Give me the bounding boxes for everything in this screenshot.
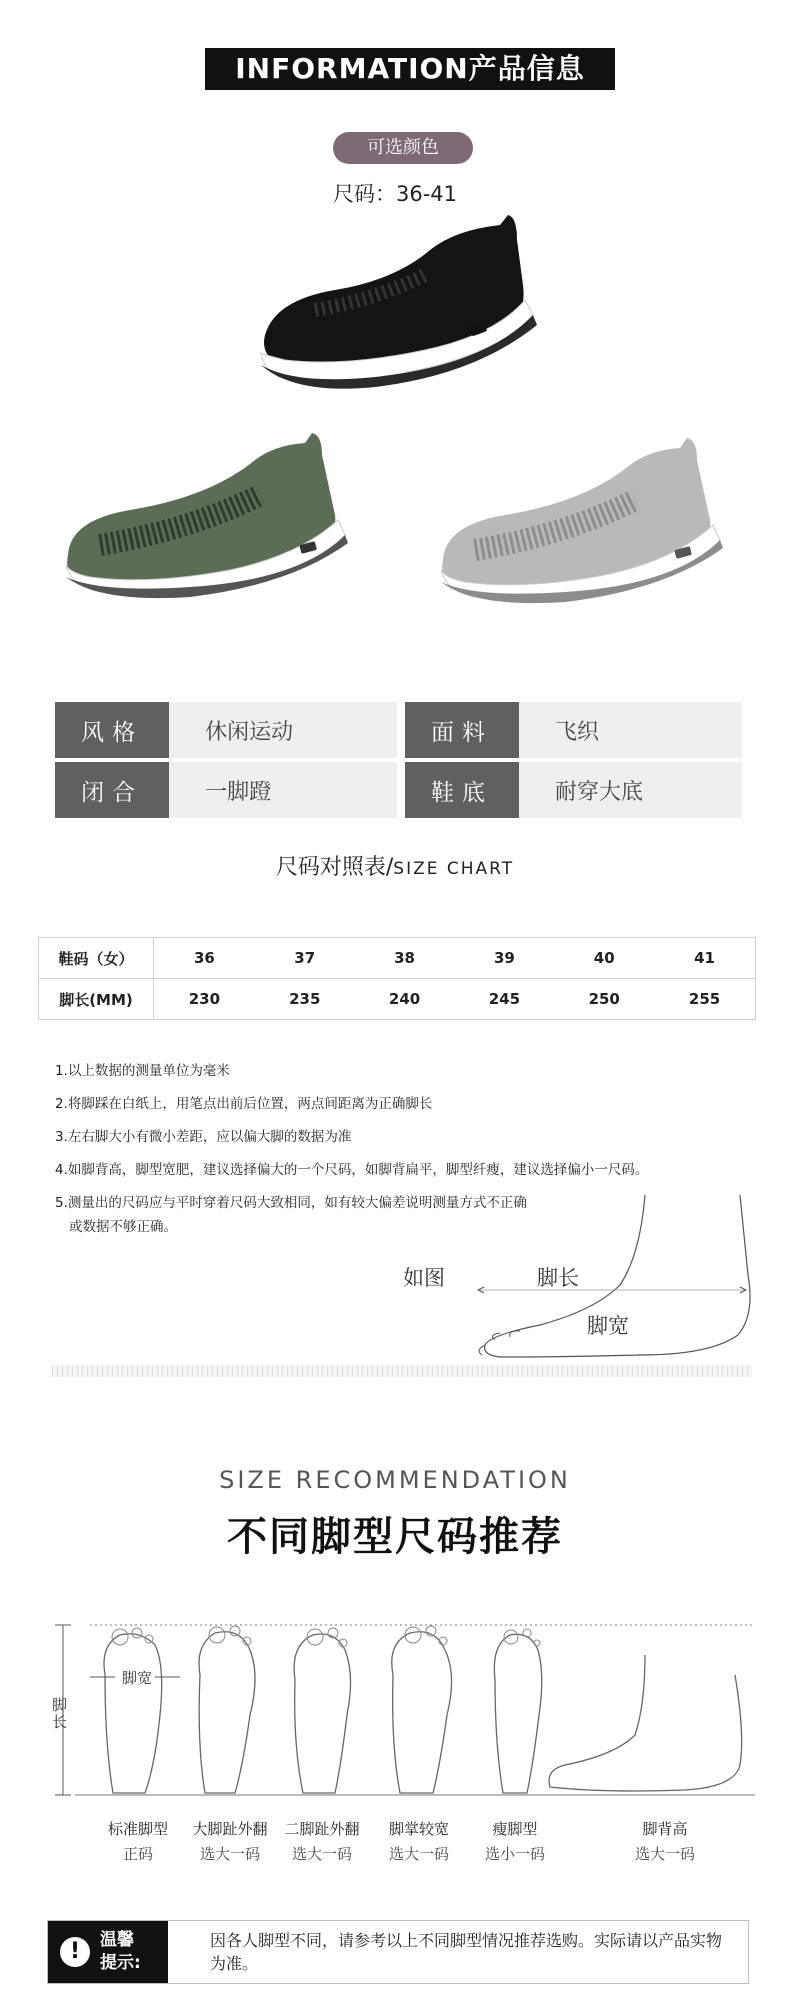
spec-table xyxy=(55,702,742,822)
foot-width-label: 脚宽 xyxy=(587,1314,629,1338)
table-cell: 250 xyxy=(554,979,654,1020)
foot-type-advice: 正码 xyxy=(122,1845,153,1863)
spec-key: 风格 xyxy=(55,702,169,758)
foot-type-advice: 选大一码 xyxy=(291,1845,352,1863)
foot-type-name: 标准脚型 xyxy=(107,1820,168,1838)
shoe-black-image xyxy=(255,215,545,400)
row-header: 脚长(MM) xyxy=(39,979,154,1020)
spec-value: 飞织 xyxy=(519,702,742,758)
size-chart-heading xyxy=(0,850,790,881)
table-cell: 235 xyxy=(255,979,355,1020)
note-line: 5.测量出的尺码应与平时穿着尺码大致相同，如有较大偏差说明测量方式不正确 xyxy=(55,1195,527,1211)
spec-key: 闭合 xyxy=(55,762,169,818)
table-cell: 38 xyxy=(355,938,455,979)
foot-type-advice: 选大一码 xyxy=(199,1845,260,1863)
table-row xyxy=(39,938,756,979)
exclamation-icon: ! xyxy=(60,1937,90,1967)
ruler xyxy=(52,1365,752,1377)
foot-type-name: 瘦脚型 xyxy=(492,1820,538,1838)
foot-type-advice: 选小一码 xyxy=(484,1845,545,1863)
spec-value: 一脚蹬 xyxy=(169,762,397,818)
recommendation-heading-en: SIZE RECOMMENDATION xyxy=(219,1466,571,1494)
size-chart-heading-cn: 尺码对照表/ xyxy=(275,855,394,880)
recommendation-heading-cn: 不同脚型尺码推荐 xyxy=(227,1514,563,1560)
table-cell: 245 xyxy=(454,979,554,1020)
tip-label-line1: 温馨 xyxy=(100,1930,134,1950)
table-cell: 36 xyxy=(154,938,255,979)
shoe-gray-image xyxy=(435,430,725,610)
note-line: 1.以上数据的测量单位为毫米 xyxy=(55,1063,230,1079)
note-line: 或数据不够正确。 xyxy=(69,1219,177,1235)
foot-type-name: 二脚趾外翻 xyxy=(284,1820,360,1838)
foot-length-marker: 脚长 xyxy=(52,1696,68,1731)
spec-row xyxy=(55,762,742,818)
foot-type-advice: 选大一码 xyxy=(388,1845,449,1863)
spec-value: 休闲运动 xyxy=(169,702,397,758)
table-cell: 37 xyxy=(255,938,355,979)
tip-label-line2: 提示: xyxy=(100,1953,141,1973)
spec-row xyxy=(55,702,742,758)
foot-length-label: 脚长 xyxy=(537,1266,579,1290)
tip-label-block xyxy=(48,1921,168,1983)
foot-type-name: 大脚趾外翻 xyxy=(192,1820,268,1838)
table-row xyxy=(39,979,756,1020)
spec-key: 鞋底 xyxy=(405,762,519,818)
foot-type-name: 脚背高 xyxy=(642,1820,688,1838)
as-shown-label: 如图 xyxy=(403,1266,445,1290)
spec-value: 耐穿大底 xyxy=(519,762,742,818)
shoe-green-image xyxy=(60,425,350,605)
tip-text: 因各人脚型不同，请参考以上不同脚型情况推荐选购。实际请以产品实物为准。 xyxy=(210,1931,723,1973)
table-cell: 41 xyxy=(654,938,755,979)
foot-type-advice: 选大一码 xyxy=(634,1845,695,1863)
table-cell: 40 xyxy=(554,938,654,979)
foot-type-name: 脚掌较宽 xyxy=(388,1820,449,1838)
note-line: 2.将脚踩在白纸上，用笔点出前后位置，两点间距离为正确脚长 xyxy=(55,1096,433,1112)
size-table xyxy=(38,937,756,1020)
spec-key: 面料 xyxy=(405,702,519,758)
size-chart-heading-en: SIZE CHART xyxy=(393,859,515,879)
size-range: 尺码：36-41 xyxy=(332,182,458,206)
foot-width-marker: 脚宽 xyxy=(122,1669,153,1687)
foot-types-illustration xyxy=(45,1615,755,1805)
table-cell: 230 xyxy=(154,979,255,1020)
tip-box xyxy=(47,1920,749,1984)
table-cell: 255 xyxy=(654,979,755,1020)
foot-measure-illustration xyxy=(470,1195,760,1370)
note-line: 3.左右脚大小有微小差距，应以偏大脚的数据为准 xyxy=(55,1129,352,1145)
table-cell: 240 xyxy=(355,979,455,1020)
table-cell: 39 xyxy=(454,938,554,979)
row-header: 鞋码（女） xyxy=(39,938,154,979)
color-options-badge: 可选颜色 xyxy=(333,132,473,164)
note-line: 4.如脚背高，脚型宽肥，建议选择偏大的一个尺码，如脚背扁平，脚型纤瘦，建议选择偏小一尺码。 xyxy=(55,1162,649,1178)
section-title: INFORMATION产品信息 xyxy=(205,48,615,90)
